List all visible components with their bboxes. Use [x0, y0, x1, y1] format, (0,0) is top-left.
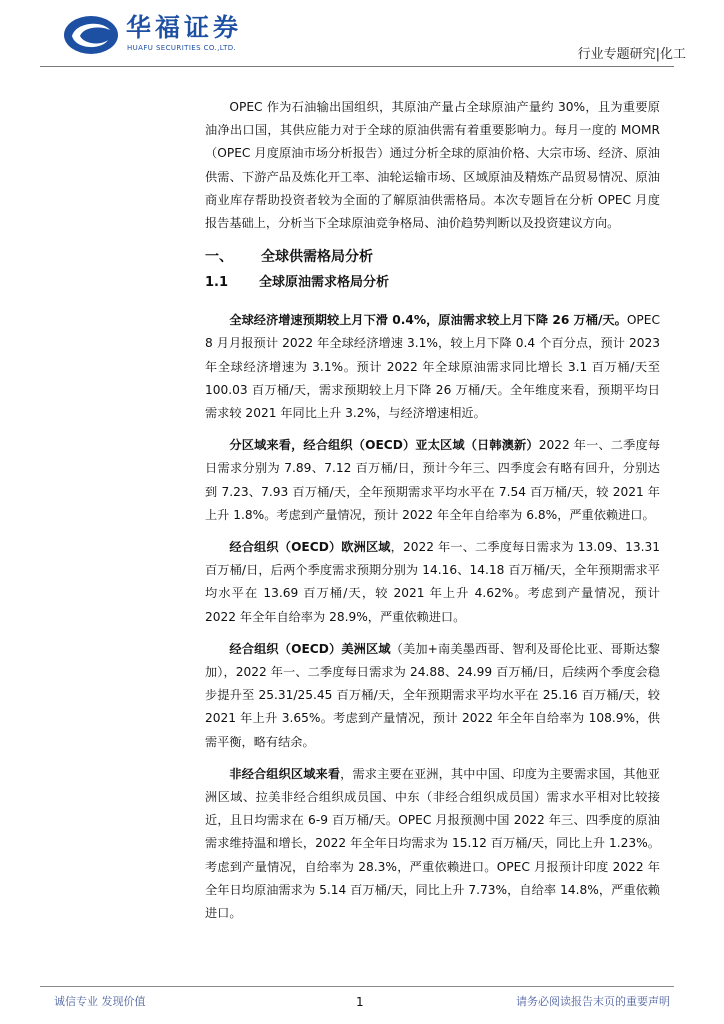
paragraph-lead: 全球经济增速预期较上月下滑 0.4%，原油需求较上月下降 26 万桶/天。 [229, 313, 627, 328]
page-header [0, 0, 724, 80]
report-body [205, 96, 660, 934]
paragraph-text: OPEC 8 月月报预计 2022 年全球经济增速 3.1%，较上月下降 0.4 个百分点，预计 2023 年全球经济增速为 3.1%。预计 2022 年全球原油需求同比增长 3.1 百万桶/天至 100.03 百万桶/天，需求预期较上月下降 26 万桶/天。全年维度来看，预期平均日需求较 2021 年同比上升 3.2%，与经济增速相近。 [205, 313, 660, 421]
subsection-title: 全球原油需求格局分析 [259, 275, 390, 291]
section-number: 一、 [205, 249, 233, 266]
footer-disclaimer: 请务必阅读报告末页的重要声明 [516, 995, 670, 1008]
section-title: 全球供需格局分析 [261, 249, 373, 266]
huafu-logo-icon [62, 14, 120, 56]
footer-slogan: 诚信专业 发现价值 [54, 995, 146, 1008]
paragraph-oecd-europe [205, 536, 660, 629]
paragraph-text: 2022 年一、二季度每日需求分别为 7.89、7.12 百万桶/日，预计今年三、四季度会有略有回升，分别达到 7.23、7.93 百万桶/天，全年预期需求平均水平在 7.54 百万桶/天，较 2021 年上升 1.8%。考虑到产量情况，预计 2022 年全年自给率为 6.8%，严重依赖进口。 [205, 438, 661, 522]
header-divider [40, 66, 674, 67]
paragraph-lead: 经合组织（OECD）美洲区域 [229, 641, 391, 656]
subsection-number: 1.1 [205, 275, 229, 291]
page-number: 1 [356, 995, 364, 1009]
subsection-heading [205, 271, 660, 295]
footer-divider [40, 986, 674, 987]
intro-paragraph: OPEC 作为石油输出国组织，其原油产量占全球原油产量约 30%，且为重要原油净出口国，其供应能力对于全球的原油供需有着重要影响力。每月一度的 MOMR（OPEC 月度原油市场分析报告）通过分析全球的原油价格、大宗市场、经济、原油供需、下游产品及炼化开工率、油轮运输市场、区域原油及精炼产品贸易情况、原油商业库存帮助投资者较为全面的了解原油供需格局。本次专题旨在分析 OPEC 月度报告基础上，分析当下全球原油竞争格局、油价趋势判断以及投资建议方向。 [205, 100, 660, 231]
paragraph-lead: 非经合组织区域来看 [229, 766, 341, 781]
paragraph-text: ，需求主要在亚洲，其中中国、印度为主要需求国，其他亚洲区域、拉美非经合组织成员国、中东（非经合组织成员国）需求水平相对比较接近，且日均需求在 6-9 百万桶/天。OPEC 月报预测中国 2022 年三、四季度的原油需求维持温和增长，2022 年全年日均需求为 15.12 百万桶/天，同比上升 1.23%。考虑到产量情况，自给率为 28.3%，严重依赖进口。OPEC 月报预计印度 2022 年全年日均原油需求为 5.14 百万桶/天，同比上升 7.73%，自给率 14.8%，严重依赖进口。 [205, 766, 661, 921]
logo-english-name: HUAFU SECURITIES CO.,LTD. [127, 44, 237, 52]
paragraph-oecd-americas [205, 638, 660, 754]
logo-chinese-name: 华福证券 [126, 13, 243, 42]
paragraph-lead: 经合组织（OECD）欧洲区域 [229, 540, 391, 555]
paragraph-non-oecd [205, 763, 660, 925]
paragraph-lead: 分区域来看，经合组织（OECD）亚太区域（日韩澳新） [229, 438, 539, 453]
paragraph-oecd-asia-pacific [205, 434, 660, 527]
paragraph-global-demand [205, 309, 660, 425]
section-heading [205, 245, 660, 269]
report-category: 行业专题研究|化工 [577, 47, 686, 62]
paragraph-text: （美加+南美墨西哥、智利及哥伦比亚、哥斯达黎加），2022 年一、二季度每日需求为 24.88、24.99 百万桶/日，后续两个季度会稳步提升至 25.31/25.45 百万桶/天，全年预期需求平均水平在 25.16 百万桶/天，较 2021 年上升 3.65%。考虑到产量情况，预计 2022 年全年自给率为 108.9%，供需平衡，略有结余。 [205, 641, 660, 749]
paragraph-text: ，2022 年一、二季度每日需求为 13.09、13.31 百万桶/日，后两个季度需求预期分别为 14.16、14.18 百万桶/天，全年预期需求平均水平在 13.69 百万桶/天，较 2021 年上升 4.62%。考虑到产量情况，预计 2022 年全年自给率为 28.9%，严重依赖进口。 [205, 540, 661, 624]
